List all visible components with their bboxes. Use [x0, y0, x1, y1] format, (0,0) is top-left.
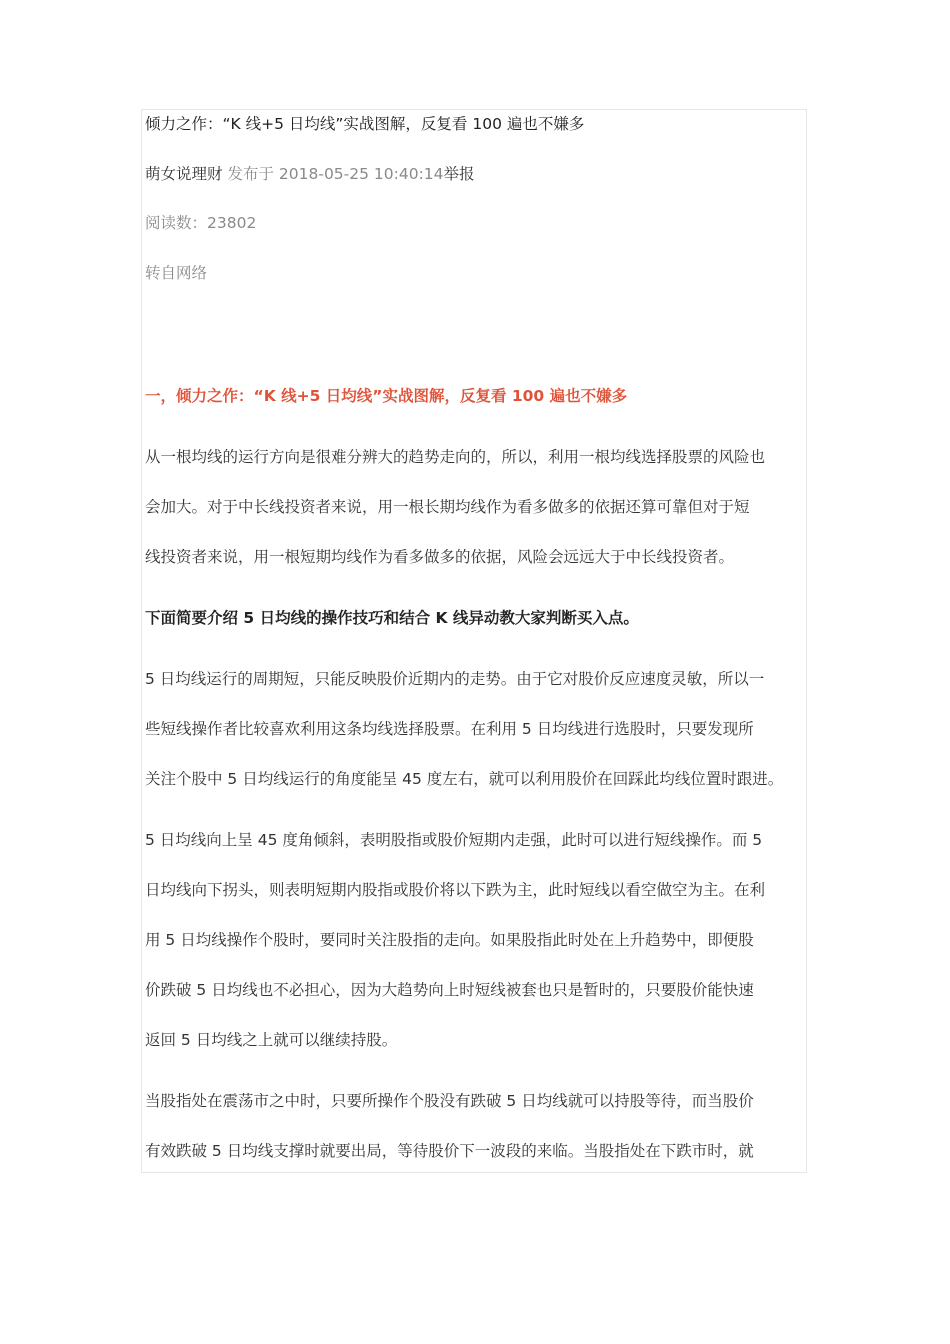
- paragraph-line: 关注个股中 5 日均线运行的角度能呈 45 度左右，就可以利用股价在回踩此均线位置时跟进。: [145, 770, 784, 788]
- paragraph-line: 5 日均线运行的周期短，只能反映股价近期内的走势。由于它对股价反应速度灵敏，所以一: [145, 670, 765, 688]
- section-heading: 一，倾力之作：“K 线+5 日均线”实战图解，反复看 100 遍也不嫌多: [145, 387, 628, 405]
- paragraph-line: 5 日均线向上呈 45 度角倾斜，表明股指或股价短期内走强，此时可以进行短线操作。而 5: [145, 831, 763, 849]
- paragraph-line: 日均线向下拐头，则表明短期内股指或股价将以下跌为主，此时短线以看空做空为主。在利: [145, 881, 766, 899]
- paragraph-line: 当股指处在震荡市之中时，只要所操作个股没有跌破 5 日均线就可以持股等待，而当股价: [145, 1092, 754, 1110]
- article-source: 转自网络: [145, 264, 208, 282]
- article-title: 倾力之作：“K 线+5 日均线”实战图解，反复看 100 遍也不嫌多: [145, 115, 585, 133]
- paragraph-line: 价跌破 5 日均线也不必担心，因为大趋势向上时短线被套也只是暂时的，只要股价能快速: [145, 981, 754, 999]
- read-count: 阅读数：23802: [145, 214, 257, 232]
- bold-intro: 下面简要介绍 5 日均线的操作技巧和结合 K 线异动教大家判断买入点。: [145, 609, 639, 627]
- paragraph-line: 些短线操作者比较喜欢利用这条均线选择股票。在利用 5 日均线进行选股时，只要发现所: [145, 720, 754, 738]
- article-meta: [145, 162, 475, 186]
- paragraph-line: 有效跌破 5 日均线支撑时就要出局，等待股价下一波段的来临。当股指处在下跌市时，就: [145, 1142, 754, 1160]
- published-label: 发布于: [227, 165, 274, 183]
- paragraph-line: 用 5 日均线操作个股时，要同时关注股指的走向。如果股指此时处在上升趋势中，即便股: [145, 931, 754, 949]
- paragraph-line: 线投资者来说，用一根短期均线作为看多做多的依据，风险会远远大于中长线投资者。: [145, 548, 735, 566]
- author-link[interactable]: 萌女说理财: [145, 165, 223, 183]
- paragraph-line: 从一根均线的运行方向是很难分辨大的趋势走向的，所以，利用一根均线选择股票的风险也: [145, 448, 766, 466]
- paragraph-line: 返回 5 日均线之上就可以继续持股。: [145, 1031, 398, 1049]
- published-time: 2018-05-25 10:40:14: [278, 165, 444, 183]
- report-link[interactable]: 举报: [443, 165, 475, 183]
- paragraph-line: 会加大。对于中长线投资者来说，用一根长期均线作为看多做多的依据还算可靠但对于短: [145, 498, 750, 516]
- article-frame: [141, 109, 807, 1173]
